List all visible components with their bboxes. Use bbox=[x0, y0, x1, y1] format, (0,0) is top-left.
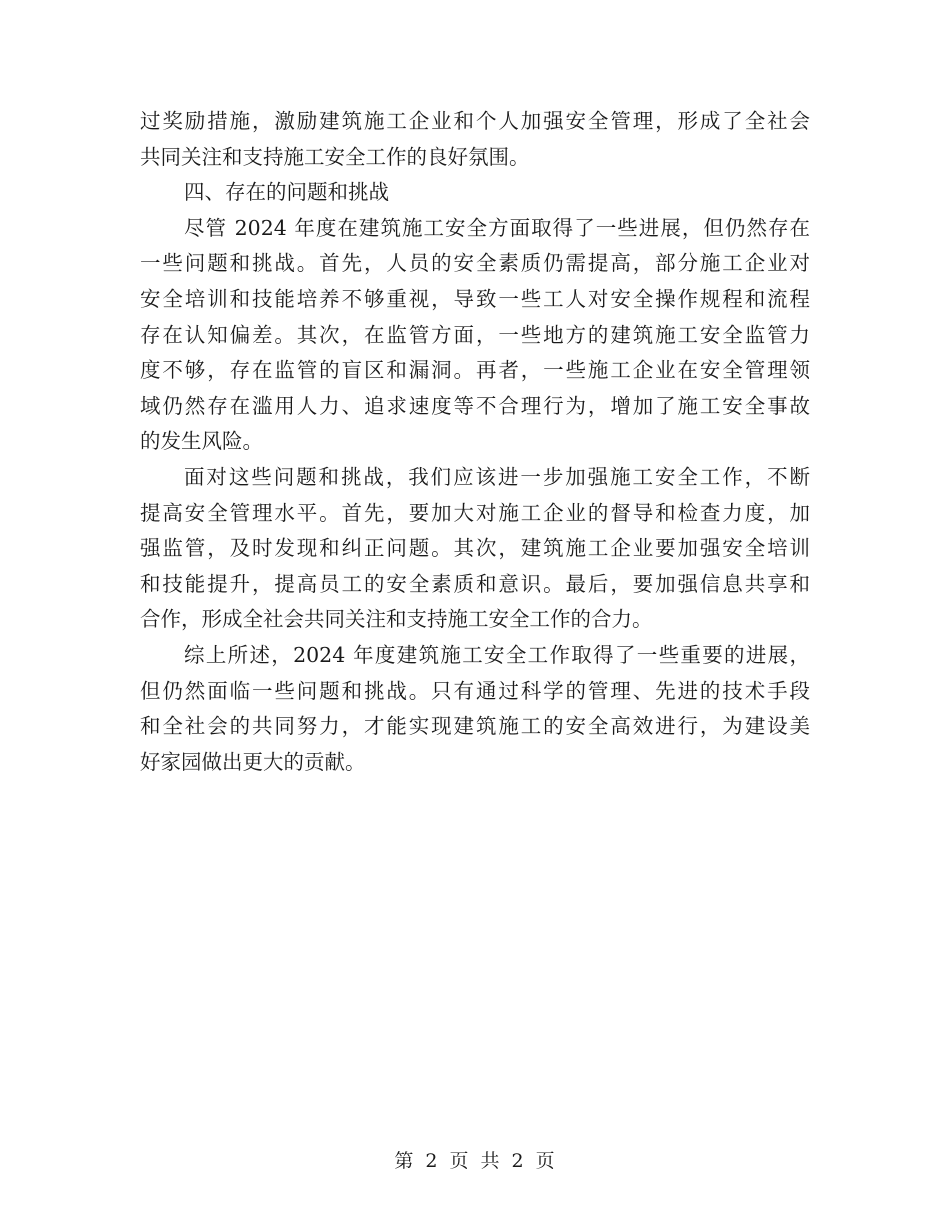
text-line: 面对这些问题和挑战，我们应该进一步加强施工安全工作，不断 bbox=[184, 464, 810, 489]
text-line: 域仍然存在滥用人力、追求速度等不合理行为，增加了施工安全事故 bbox=[140, 393, 810, 418]
text-line: 存在认知偏差。其次，在监管方面，一些地方的建筑施工安全监管力 bbox=[140, 322, 810, 347]
text-line: 强监管，及时发现和纠正问题。其次，建筑施工企业要加强安全培训 bbox=[140, 536, 810, 561]
text-line: 的发生风险。 bbox=[140, 429, 263, 454]
text-line: 安全培训和技能培养不够重视，导致一些工人对安全操作规程和流程 bbox=[140, 286, 810, 311]
text-line: 但仍然面临一些问题和挑战。只有通过科学的管理、先进的技术手段 bbox=[140, 678, 810, 703]
text-line: 提高安全管理水平。首先，要加大对施工企业的督导和检查力度，加 bbox=[140, 500, 810, 525]
text-line: 综上所述，2024 年度建筑施工安全工作取得了一些重要的进展， bbox=[184, 642, 810, 667]
text-line: 尽管 2024 年度在建筑施工安全方面取得了一些进展，但仍然存在 bbox=[184, 215, 810, 240]
text-line: 过奖励措施，激励建筑施工企业和个人加强安全管理，形成了全社会 bbox=[140, 109, 810, 133]
text-line: 和全社会的共同努力，才能实现建筑施工的安全高效进行，为建设美 bbox=[140, 714, 810, 739]
document-body bbox=[140, 104, 810, 780]
text-line: 四、存在的问题和挑战 bbox=[184, 180, 389, 205]
text-line: 合作，形成全社会共同关注和支持施工安全工作的合力。 bbox=[140, 607, 653, 632]
text-line: 度不够，存在监管的盲区和漏洞。再者，一些施工企业在安全管理领 bbox=[140, 358, 810, 383]
page-footer: 第 2 页 共 2 页 bbox=[394, 1150, 556, 1172]
text-line: 和技能提升，提高员工的安全素质和意识。最后，要加强信息共享和 bbox=[140, 571, 810, 596]
text-line: 共同关注和支持施工安全工作的良好氛围。 bbox=[140, 144, 530, 169]
text-line: 好家园做出更大的贡献。 bbox=[140, 749, 366, 774]
text-line: 一些问题和挑战。首先，人员的安全素质仍需提高，部分施工企业对 bbox=[140, 251, 810, 276]
